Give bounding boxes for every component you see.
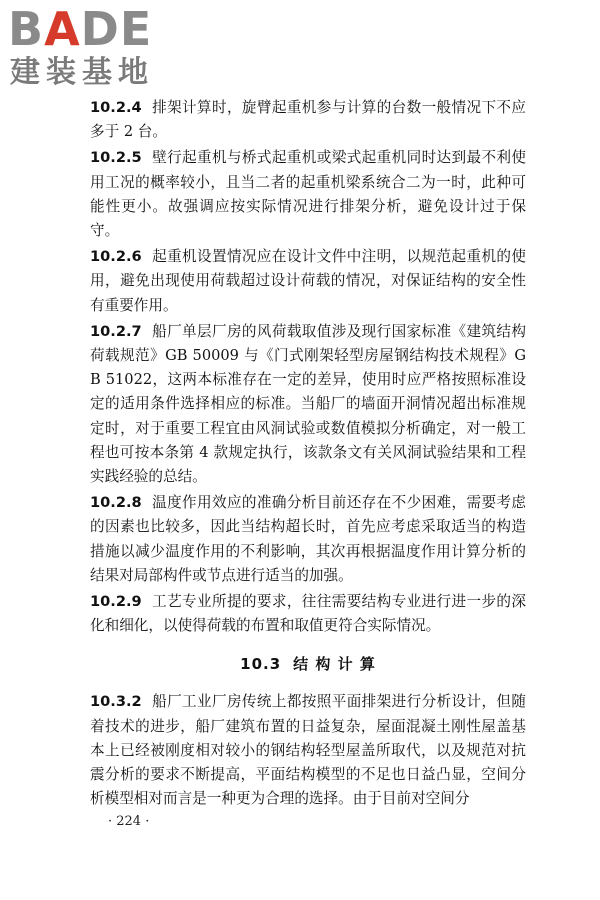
logo-letters-de: DE xyxy=(80,2,153,56)
clause-text: 壁行起重机与桥式起重机或梁式起重机同时达到最不利使用工况的概率较小，且当二者的起重机梁系统合二为一时，此种可能性更小。故强调应按实际情况进行排架分析，避免设计过于保守。 xyxy=(90,149,526,240)
logo-letter-a: A xyxy=(44,2,81,56)
page-number: · 224 · xyxy=(108,814,150,829)
logo-subtitle: 建装基地 xyxy=(10,55,154,90)
paragraph-group-10-2 xyxy=(90,96,526,638)
clause-number: 10.2.8 xyxy=(90,494,142,512)
section-title: 结 构 计 算 xyxy=(293,655,376,674)
clause-number: 10.2.7 xyxy=(90,322,142,340)
clause-number: 10.2.5 xyxy=(90,149,142,167)
clause-paragraph xyxy=(90,245,526,318)
clause-paragraph xyxy=(90,690,526,811)
clause-paragraph xyxy=(90,590,526,638)
document-body xyxy=(90,96,526,813)
clause-paragraph xyxy=(90,320,526,489)
clause-number: 10.2.6 xyxy=(90,248,142,266)
clause-text: 起重机设置情况应在设计文件中注明，以规范起重机的使用，避免出现使用荷载超过设计荷载的情况，对保证结构的安全性有重要作用。 xyxy=(90,248,526,314)
section-heading xyxy=(90,652,526,676)
section-number: 10.3 xyxy=(240,655,282,674)
clause-paragraph xyxy=(90,96,526,144)
paragraph-group-10-3 xyxy=(90,690,526,811)
clause-text: 工艺专业所提的要求，往往需要结构专业进行进一步的深化和细化，以使得荷载的布置和取值更符合实际情况。 xyxy=(90,593,526,635)
clause-text: 排架计算时，旋臂起重机参与计算的台数一般情况下不应多于 2 台。 xyxy=(90,99,526,141)
clause-number: 10.3.2 xyxy=(90,693,142,711)
logo-letter-b: B xyxy=(8,2,45,56)
clause-text: 船厂单层厂房的风荷载取值涉及现行国家标准《建筑结构荷载规范》GB 50009 与《门式刚架轻型房屋钢结构技术规程》GB 51022，这两本标准存在一定的差异，使用时应严格按照标准设定的适用条件选择相应的标准。当船厂的墙面开洞情况超出标准规定时，对于重要工程宜由风洞试验或数值模拟分析确定，对一般工程也可按本条第 4 款规定执行，该款条文有关风洞试验结果和工程实践经验的总结。 xyxy=(90,322,526,486)
clause-paragraph xyxy=(90,146,526,243)
logo-wordmark xyxy=(8,4,152,54)
clause-text: 温度作用效应的准确分析目前还存在不少困难，需要考虑的因素也比较多，因此当结构超长时，首先应考虑采取适当的构造措施以减少温度作用的不利影响，其次再根据温度作用计算分析的结果对局部构件或节点进行适当的加强。 xyxy=(90,494,526,584)
clause-text: 船厂工业厂房传统上都按照平面排架进行分析设计，但随着技术的进步，船厂建筑布置的日益复杂，屋面混凝土刚性屋盖基本上已经被刚度相对较小的钢结构轻型屋盖所取代，以及规范对抗震分析的要求不断提高，平面结构模型的不足也日益凸显，空间分析模型相对而言是一种更为合理的选择。由于目前对空间分 xyxy=(90,693,526,808)
bade-logo xyxy=(8,4,178,96)
clause-number: 10.2.4 xyxy=(90,99,142,116)
clause-paragraph xyxy=(90,491,526,588)
clause-number: 10.2.9 xyxy=(90,593,142,611)
